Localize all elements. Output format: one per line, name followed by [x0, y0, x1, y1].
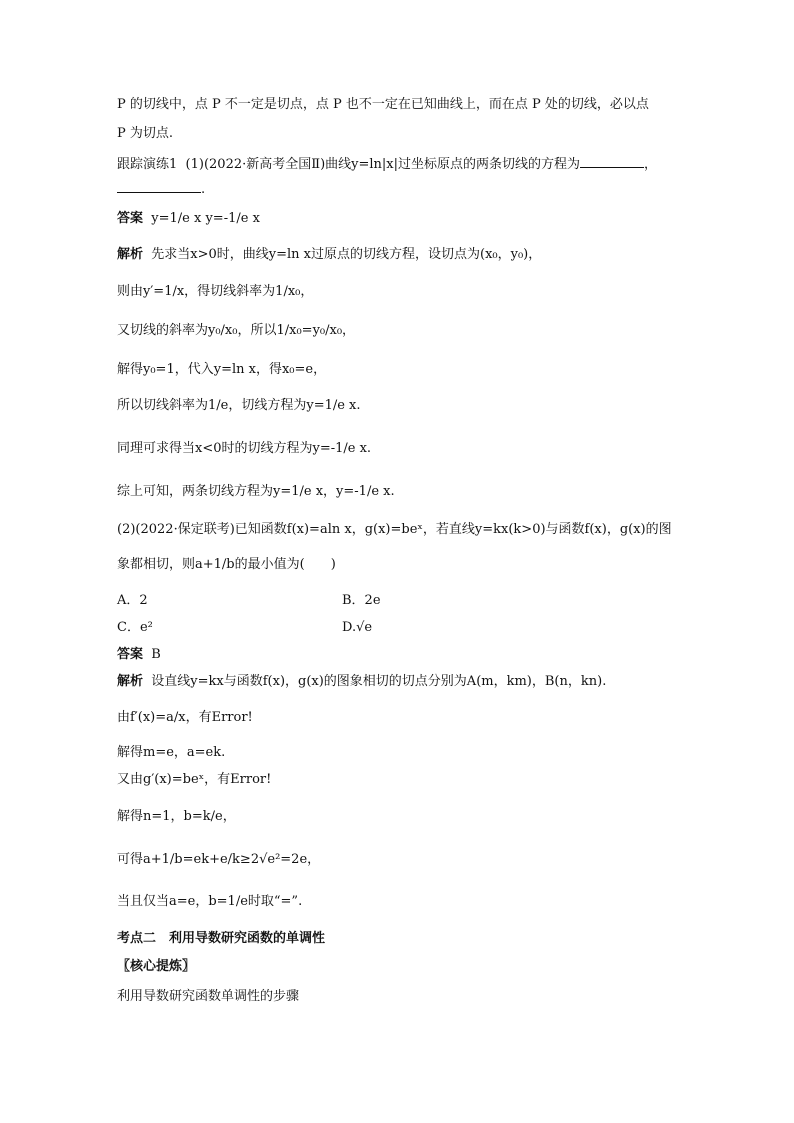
section-title: 考点二 利用导数研究函数的单调性 [117, 931, 326, 946]
answer-label: 答案 [117, 211, 144, 226]
option-d: D.√e [342, 620, 373, 635]
core-text: 利用导数研究函数单调性的步骤 [117, 989, 300, 1004]
question-2-line-2: 象都相切，则a+1/b的最小值为( ) [117, 557, 336, 572]
bracket-open-icon: 〖 [117, 959, 131, 974]
analysis-2-line-6: 可得a+1/b=ek+e/k≥2√e²=2e， [117, 852, 321, 867]
analysis-2-line-4: 又由g′(x)=beˣ，有Error! [117, 772, 272, 787]
analysis-2-line-1: 解析 设直线y=kx与函数f(x)，g(x)的图象相切的切点分别为A(m，km)，B(n，kn). [117, 674, 607, 689]
analysis-1-line-5: 所以切线斜率为1/e，切线方程为y=1/e x. [117, 398, 361, 413]
drill-question-1-cont: . [117, 180, 205, 199]
analysis-2-line-2: 由f′(x)=a/x，有Error! [117, 710, 253, 725]
analysis-label: 解析 [117, 674, 144, 689]
analysis-2-line-3: 解得m=e，a=ek. [117, 745, 226, 760]
drill-q1-text: (1)(2022·新高考全国Ⅱ)曲线y=ln|x|过坐标原点的两条切线的方程为 [185, 157, 581, 172]
drill-question-1: 跟踪演练1 (1)(2022·新高考全国Ⅱ)曲线y=ln|x|过坐标原点的两条切线的方程为 ， [117, 157, 658, 172]
analysis-1-line-7: 综上可知，两条切线方程为y=1/e x，y=-1/e x. [117, 484, 395, 499]
answer-1-text: y=1/e x y=-1/e x [151, 211, 260, 226]
core-heading: 〖核心提炼〗 [117, 959, 196, 974]
option-c: C．e² [117, 620, 153, 635]
analysis-2-line-5: 解得n=1，b=k/e， [117, 809, 236, 824]
analysis-1-line-6: 同理可求得当x<0时的切线方程为y=-1/e x. [117, 441, 372, 456]
bracket-close-icon: 〗 [182, 959, 196, 974]
answer-2 [117, 646, 161, 664]
answer-label: 答案 [117, 647, 144, 662]
option-b: B．2e [342, 593, 381, 608]
analysis-2-line-7: 当且仅当a=e，b=1/e时取“=”. [117, 894, 303, 909]
answer-2-text: B [151, 647, 161, 662]
analysis-label: 解析 [117, 247, 144, 262]
answer-blank-2 [117, 180, 201, 193]
question-2-line-1: (2)(2022·保定联考)已知函数f(x)=aln x，g(x)=beˣ，若直线y=kx(k>0)与函数f(x)，g(x)的图 [117, 522, 672, 537]
answer-1 [117, 210, 260, 228]
analysis-1-line-2: 则由y′=1/x，得切线斜率为1/x₀， [117, 284, 314, 299]
analysis-1-line-4: 解得y₀=1，代入y=ln x，得x₀=e， [117, 362, 327, 377]
analysis-1-line-1: 解析 先求当x>0时，曲线y=ln x过原点的切线方程，设切点为(x₀，y₀)， [117, 247, 542, 262]
analysis-1-line-3: 又切线的斜率为y₀/x₀，所以1/x₀=y₀/x₀， [117, 323, 356, 338]
intro-line-2: P 为切点. [117, 126, 174, 141]
answer-blank-1 [580, 155, 644, 168]
drill-label: 跟踪演练1 [117, 157, 178, 172]
option-a: A．2 [117, 593, 148, 608]
intro-line-1: P 的切线中，点 P 不一定是切点，点 P 也不一定在已知曲线上，而在点 P 处的切线，必以点 [117, 97, 649, 112]
